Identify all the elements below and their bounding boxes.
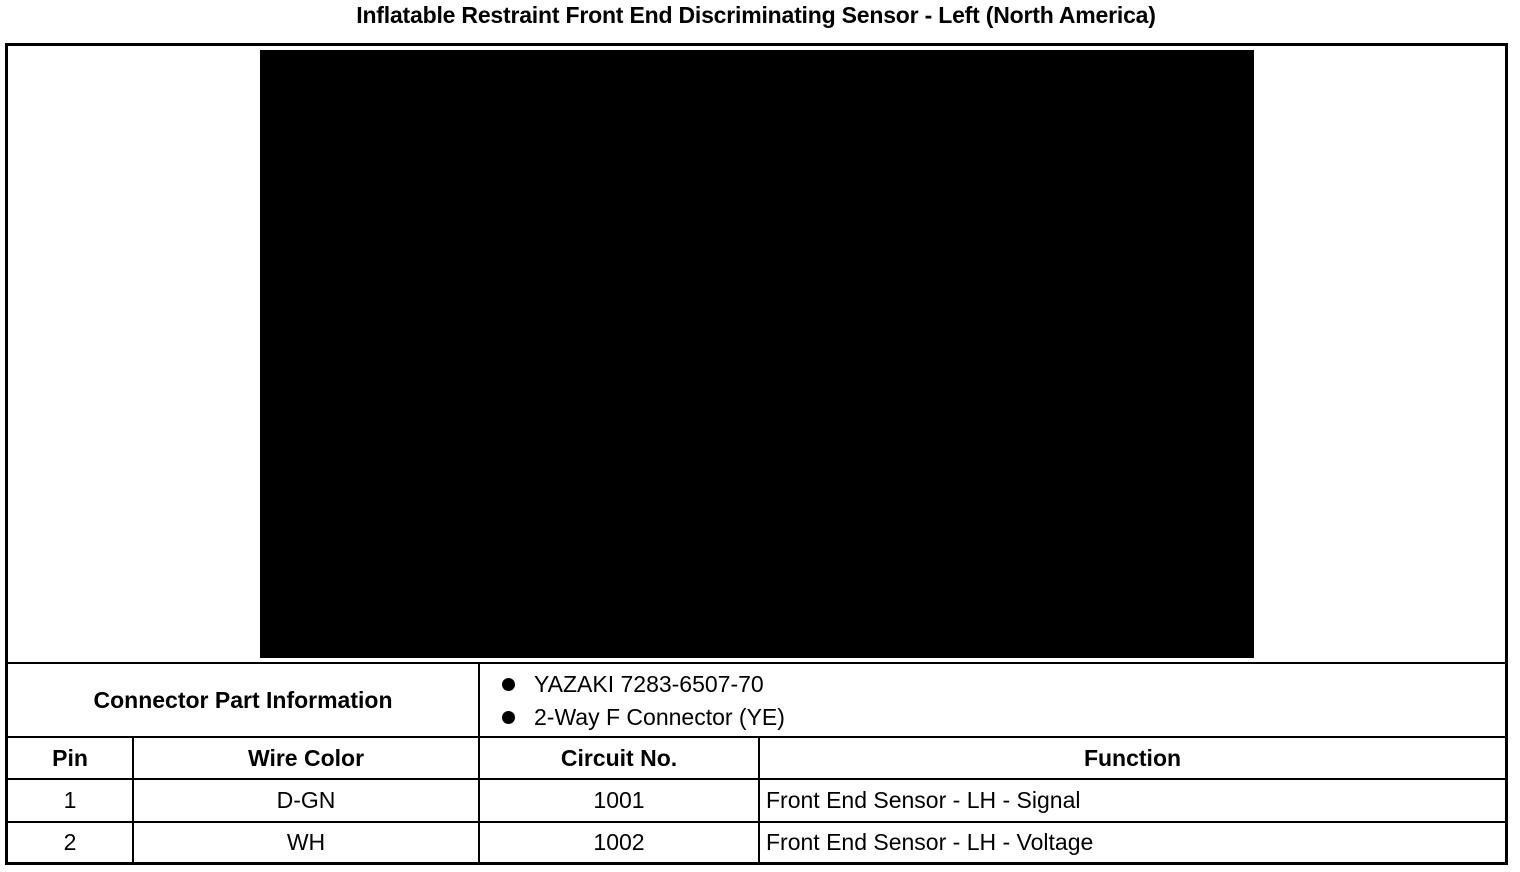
table-cell-wire-color: WH [286, 829, 326, 855]
header-wire-color: Wire Color [247, 744, 365, 771]
header-circuit-no: Circuit No. [560, 744, 678, 771]
connector-part-number: YAZAKI 7283-6507-70 [534, 671, 764, 697]
document-title: Inflatable Restraint Front End Discriminating Sensor - Left (North America) [356, 2, 1156, 28]
connector-sheet [5, 43, 1508, 865]
table-cell-circuit: 1002 [593, 829, 645, 855]
connector-info-list [502, 668, 785, 734]
connector-info-item [502, 701, 785, 734]
header-function: Function [1083, 744, 1182, 771]
connector-info-label: Connector Part Information [93, 686, 393, 713]
table-cell-wire-color: D-GN [276, 787, 336, 813]
table-cell-pin: 2 [63, 829, 77, 855]
table-cell-circuit: 1001 [593, 787, 645, 813]
table-cell-function: Front End Sensor - LH - Voltage [766, 829, 1094, 855]
connector-type: 2-Way F Connector (YE) [534, 704, 785, 730]
table-cell-function: Front End Sensor - LH - Signal [766, 787, 1081, 813]
connector-image-area [8, 46, 1505, 664]
bullet-icon [502, 711, 515, 724]
table-cell-pin: 1 [63, 787, 77, 813]
connector-image [260, 50, 1254, 658]
bullet-icon [502, 678, 515, 691]
header-pin: Pin [52, 744, 88, 771]
connector-info-item [502, 668, 785, 701]
